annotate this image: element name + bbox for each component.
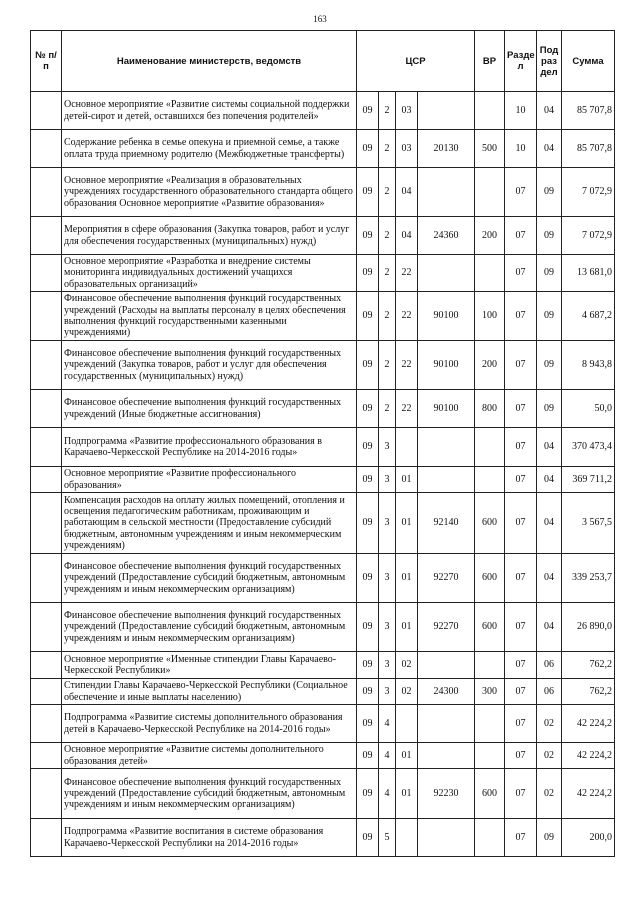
header-num: № п/п: [31, 31, 62, 92]
cell-vr: [475, 255, 505, 292]
cell-summa: 85 707,8: [562, 92, 615, 130]
cell-csr-3: 01: [396, 603, 418, 652]
cell-vr: [475, 652, 505, 679]
cell-summa: 762,2: [562, 652, 615, 679]
table-row: [31, 467, 615, 493]
cell-num: [31, 92, 62, 130]
cell-podrazdel: 09: [537, 341, 562, 390]
cell-vr: [475, 819, 505, 857]
cell-name: Подпрограмма «Развитие профессионального образования в Карачаево-Черкесской Республике на 2014-2016 годы»: [62, 428, 357, 467]
cell-name: Основное мероприятие «Разработка и внедрение системы мониторинга индивидуальных достижений учащихся образовательных организаций»: [62, 255, 357, 292]
cell-podrazdel: 04: [537, 92, 562, 130]
cell-name: Основное мероприятие «Развитие системы социальной поддержки детей-сирот и детей, оставшихся без попечения родителей»: [62, 92, 357, 130]
cell-vr: 500: [475, 130, 505, 168]
cell-podrazdel: 09: [537, 217, 562, 255]
table-row: [31, 679, 615, 705]
cell-summa: 7 072,9: [562, 217, 615, 255]
table-row: [31, 743, 615, 769]
cell-podrazdel: 09: [537, 390, 562, 428]
cell-podrazdel: 09: [537, 168, 562, 217]
cell-vr: [475, 168, 505, 217]
cell-vr: 600: [475, 554, 505, 603]
cell-name: Подпрограмма «Развитие системы дополнительного образования детей в Карачаево-Черкесской Республике на 2014-2016 годы»: [62, 705, 357, 743]
cell-csr-3: 22: [396, 341, 418, 390]
cell-csr-1: 09: [357, 467, 379, 493]
cell-num: [31, 769, 62, 819]
table-row: [31, 554, 615, 603]
cell-vr: [475, 92, 505, 130]
cell-summa: 3 567,5: [562, 493, 615, 554]
cell-num: [31, 705, 62, 743]
cell-csr-3: 22: [396, 255, 418, 292]
cell-csr-2: 2: [379, 130, 396, 168]
cell-num: [31, 428, 62, 467]
cell-csr-4: [418, 168, 475, 217]
table-row: [31, 255, 615, 292]
cell-csr-1: 09: [357, 743, 379, 769]
cell-vr: 600: [475, 493, 505, 554]
cell-csr-1: 09: [357, 217, 379, 255]
cell-num: [31, 292, 62, 341]
cell-podrazdel: 04: [537, 603, 562, 652]
table-row: [31, 341, 615, 390]
cell-csr-3: 22: [396, 292, 418, 341]
cell-csr-2: 2: [379, 341, 396, 390]
cell-podrazdel: 04: [537, 130, 562, 168]
cell-csr-1: 09: [357, 819, 379, 857]
cell-csr-4: 92270: [418, 603, 475, 652]
cell-csr-1: 09: [357, 292, 379, 341]
cell-csr-2: 5: [379, 819, 396, 857]
cell-csr-4: [418, 467, 475, 493]
cell-vr: 800: [475, 390, 505, 428]
cell-num: [31, 390, 62, 428]
cell-vr: [475, 705, 505, 743]
cell-razdel: 07: [505, 493, 537, 554]
cell-csr-3: 04: [396, 217, 418, 255]
cell-razdel: 07: [505, 168, 537, 217]
cell-razdel: 07: [505, 679, 537, 705]
cell-csr-4: [418, 652, 475, 679]
cell-vr: 300: [475, 679, 505, 705]
table-row: [31, 292, 615, 341]
cell-csr-4: 24300: [418, 679, 475, 705]
cell-csr-2: 4: [379, 743, 396, 769]
header-vr: ВР: [475, 31, 505, 92]
cell-csr-1: 09: [357, 428, 379, 467]
cell-csr-4: 92270: [418, 554, 475, 603]
cell-csr-1: 09: [357, 652, 379, 679]
cell-name: Финансовое обеспечение выполнения функций государственных учреждений (Закупка товаров, работ и услуг для обеспечения государственных (муниципальных) нужд): [62, 341, 357, 390]
cell-num: [31, 467, 62, 493]
cell-csr-1: 09: [357, 554, 379, 603]
cell-num: [31, 493, 62, 554]
cell-podrazdel: 06: [537, 679, 562, 705]
table-row: [31, 168, 615, 217]
cell-csr-2: 3: [379, 428, 396, 467]
cell-summa: 85 707,8: [562, 130, 615, 168]
cell-summa: 13 681,0: [562, 255, 615, 292]
cell-csr-3: 01: [396, 554, 418, 603]
cell-csr-1: 09: [357, 255, 379, 292]
cell-podrazdel: 06: [537, 652, 562, 679]
cell-csr-2: 2: [379, 255, 396, 292]
cell-name: Компенсация расходов на оплату жилых помещений, отопления и освещения педагогическим работникам, проживающим и работающим в сельской местности (Предоставление субсидий бюджетным, автономным учреждениям и иным некоммерческим учреждениям): [62, 493, 357, 554]
cell-csr-3: 02: [396, 652, 418, 679]
cell-summa: 762,2: [562, 679, 615, 705]
cell-csr-2: 2: [379, 390, 396, 428]
cell-razdel: 07: [505, 652, 537, 679]
cell-csr-4: 92230: [418, 769, 475, 819]
cell-csr-3: [396, 705, 418, 743]
cell-name: Финансовое обеспечение выполнения функций государственных учреждений (Расходы на выплаты персоналу в целях обеспечения выполнения функций государственными казенными учреждениями): [62, 292, 357, 341]
cell-csr-1: 09: [357, 92, 379, 130]
header-razdel: Разде л: [505, 31, 537, 92]
cell-razdel: 07: [505, 769, 537, 819]
cell-csr-4: 90100: [418, 390, 475, 428]
cell-summa: 8 943,8: [562, 341, 615, 390]
cell-csr-1: 09: [357, 341, 379, 390]
cell-csr-2: 2: [379, 92, 396, 130]
cell-csr-1: 09: [357, 390, 379, 428]
cell-name: Основное мероприятие «Развитие системы дополнительного образования детей»: [62, 743, 357, 769]
cell-num: [31, 168, 62, 217]
cell-num: [31, 341, 62, 390]
cell-csr-4: 24360: [418, 217, 475, 255]
cell-summa: 42 224,2: [562, 769, 615, 819]
cell-num: [31, 679, 62, 705]
cell-csr-3: [396, 819, 418, 857]
cell-summa: 50,0: [562, 390, 615, 428]
cell-csr-3: 02: [396, 679, 418, 705]
cell-summa: 7 072,9: [562, 168, 615, 217]
cell-vr: [475, 743, 505, 769]
cell-razdel: 07: [505, 705, 537, 743]
cell-csr-2: 2: [379, 168, 396, 217]
cell-razdel: 07: [505, 292, 537, 341]
cell-num: [31, 743, 62, 769]
cell-podrazdel: 09: [537, 255, 562, 292]
cell-name: Основное мероприятие «Именные стипендии Главы Карачаево-Черкесской Республики»: [62, 652, 357, 679]
cell-razdel: 07: [505, 217, 537, 255]
cell-vr: 100: [475, 292, 505, 341]
cell-razdel: 07: [505, 341, 537, 390]
cell-num: [31, 255, 62, 292]
cell-podrazdel: 02: [537, 705, 562, 743]
cell-vr: 600: [475, 603, 505, 652]
cell-csr-4: 92140: [418, 493, 475, 554]
cell-razdel: 07: [505, 428, 537, 467]
cell-name: Подпрограмма «Развитие воспитания в системе образования Карачаево-Черкесской Республики на 2014-2016 годы»: [62, 819, 357, 857]
table-row: [31, 603, 615, 652]
cell-csr-4: [418, 705, 475, 743]
cell-summa: 369 711,2: [562, 467, 615, 493]
cell-csr-4: [418, 819, 475, 857]
table-row: [31, 390, 615, 428]
table-row: [31, 705, 615, 743]
cell-csr-3: 01: [396, 467, 418, 493]
table-row: [31, 217, 615, 255]
cell-csr-3: 01: [396, 493, 418, 554]
cell-csr-3: 03: [396, 130, 418, 168]
cell-csr-3: 01: [396, 743, 418, 769]
cell-razdel: 07: [505, 554, 537, 603]
cell-razdel: 07: [505, 467, 537, 493]
cell-razdel: 07: [505, 255, 537, 292]
cell-csr-4: [418, 255, 475, 292]
cell-podrazdel: 04: [537, 493, 562, 554]
cell-csr-4: [418, 743, 475, 769]
header-name: Наименование министерств, ведомств: [62, 31, 357, 92]
cell-podrazdel: 04: [537, 467, 562, 493]
cell-podrazdel: 09: [537, 292, 562, 341]
cell-csr-2: 3: [379, 493, 396, 554]
cell-csr-3: [396, 428, 418, 467]
table-row: [31, 819, 615, 857]
cell-csr-2: 3: [379, 652, 396, 679]
cell-csr-2: 2: [379, 292, 396, 341]
table-row: [31, 428, 615, 467]
header-podrazdel: Под раз дел: [537, 31, 562, 92]
cell-csr-4: [418, 92, 475, 130]
cell-csr-1: 09: [357, 493, 379, 554]
cell-vr: [475, 467, 505, 493]
table-row: [31, 92, 615, 130]
cell-podrazdel: 09: [537, 819, 562, 857]
table-row: [31, 652, 615, 679]
cell-csr-4: 90100: [418, 341, 475, 390]
cell-csr-2: 4: [379, 769, 396, 819]
cell-num: [31, 217, 62, 255]
cell-csr-2: 3: [379, 679, 396, 705]
cell-razdel: 10: [505, 92, 537, 130]
cell-razdel: 07: [505, 819, 537, 857]
cell-num: [31, 652, 62, 679]
cell-razdel: 10: [505, 130, 537, 168]
cell-podrazdel: 02: [537, 743, 562, 769]
cell-num: [31, 130, 62, 168]
cell-name: Основное мероприятие «Реализация в образовательных учреждениях государственного образовательного стандарта общего образования Основное мероприятие «Развитие образования»: [62, 168, 357, 217]
cell-csr-3: 01: [396, 769, 418, 819]
table-row: [31, 493, 615, 554]
table-row: [31, 130, 615, 168]
cell-vr: 200: [475, 341, 505, 390]
cell-name: Стипендии Главы Карачаево-Черкесской Республики (Социальное обеспечение и иные выплаты населению): [62, 679, 357, 705]
cell-summa: 200,0: [562, 819, 615, 857]
cell-razdel: 07: [505, 743, 537, 769]
cell-csr-2: 3: [379, 467, 396, 493]
table-row: [31, 769, 615, 819]
cell-summa: 4 687,2: [562, 292, 615, 341]
cell-vr: [475, 428, 505, 467]
cell-csr-1: 09: [357, 603, 379, 652]
cell-vr: 600: [475, 769, 505, 819]
cell-csr-3: 22: [396, 390, 418, 428]
cell-csr-1: 09: [357, 130, 379, 168]
page-number: 163: [313, 14, 327, 24]
cell-summa: 42 224,2: [562, 743, 615, 769]
cell-name: Финансовое обеспечение выполнения функций государственных учреждений (Предоставление субсидий бюджетным, автономным учреждениям и иным некоммерческим организациям): [62, 554, 357, 603]
cell-summa: 26 890,0: [562, 603, 615, 652]
cell-csr-2: 2: [379, 217, 396, 255]
cell-summa: 42 224,2: [562, 705, 615, 743]
cell-csr-2: 4: [379, 705, 396, 743]
cell-name: Основное мероприятие «Развитие профессионального образования»: [62, 467, 357, 493]
cell-podrazdel: 04: [537, 554, 562, 603]
cell-csr-4: [418, 428, 475, 467]
cell-name: Финансовое обеспечение выполнения функций государственных учреждений (Предоставление субсидий бюджетным, автономным учреждениям и иным некоммерческим организациям): [62, 769, 357, 819]
cell-name: Финансовое обеспечение выполнения функций государственных учреждений (Иные бюджетные ассигнования): [62, 390, 357, 428]
cell-num: [31, 554, 62, 603]
cell-num: [31, 603, 62, 652]
cell-name: Финансовое обеспечение выполнения функций государственных учреждений (Предоставление субсидий бюджетным, автономным учреждениям и иным некоммерческим организациям): [62, 603, 357, 652]
cell-csr-1: 09: [357, 769, 379, 819]
cell-razdel: 07: [505, 603, 537, 652]
cell-csr-1: 09: [357, 168, 379, 217]
cell-csr-2: 3: [379, 603, 396, 652]
cell-csr-3: 03: [396, 92, 418, 130]
cell-csr-3: 04: [396, 168, 418, 217]
cell-podrazdel: 04: [537, 428, 562, 467]
cell-podrazdel: 02: [537, 769, 562, 819]
cell-vr: 200: [475, 217, 505, 255]
cell-razdel: 07: [505, 390, 537, 428]
cell-num: [31, 819, 62, 857]
cell-csr-4: 90100: [418, 292, 475, 341]
table-header-row: [31, 31, 615, 92]
cell-csr-2: 3: [379, 554, 396, 603]
cell-csr-1: 09: [357, 705, 379, 743]
budget-table: [30, 30, 615, 857]
cell-summa: 370 473,4: [562, 428, 615, 467]
header-summa: Сумма: [562, 31, 615, 92]
cell-summa: 339 253,7: [562, 554, 615, 603]
cell-csr-4: 20130: [418, 130, 475, 168]
cell-csr-1: 09: [357, 679, 379, 705]
cell-name: Содержание ребенка в семье опекуна и приемной семье, а также оплата труда приемному родителю (Межбюджетные трансферты): [62, 130, 357, 168]
header-csr: ЦСР: [357, 31, 475, 92]
cell-name: Мероприятия в сфере образования (Закупка товаров, работ и услуг для обеспечения государственных (муниципальных) нужд): [62, 217, 357, 255]
